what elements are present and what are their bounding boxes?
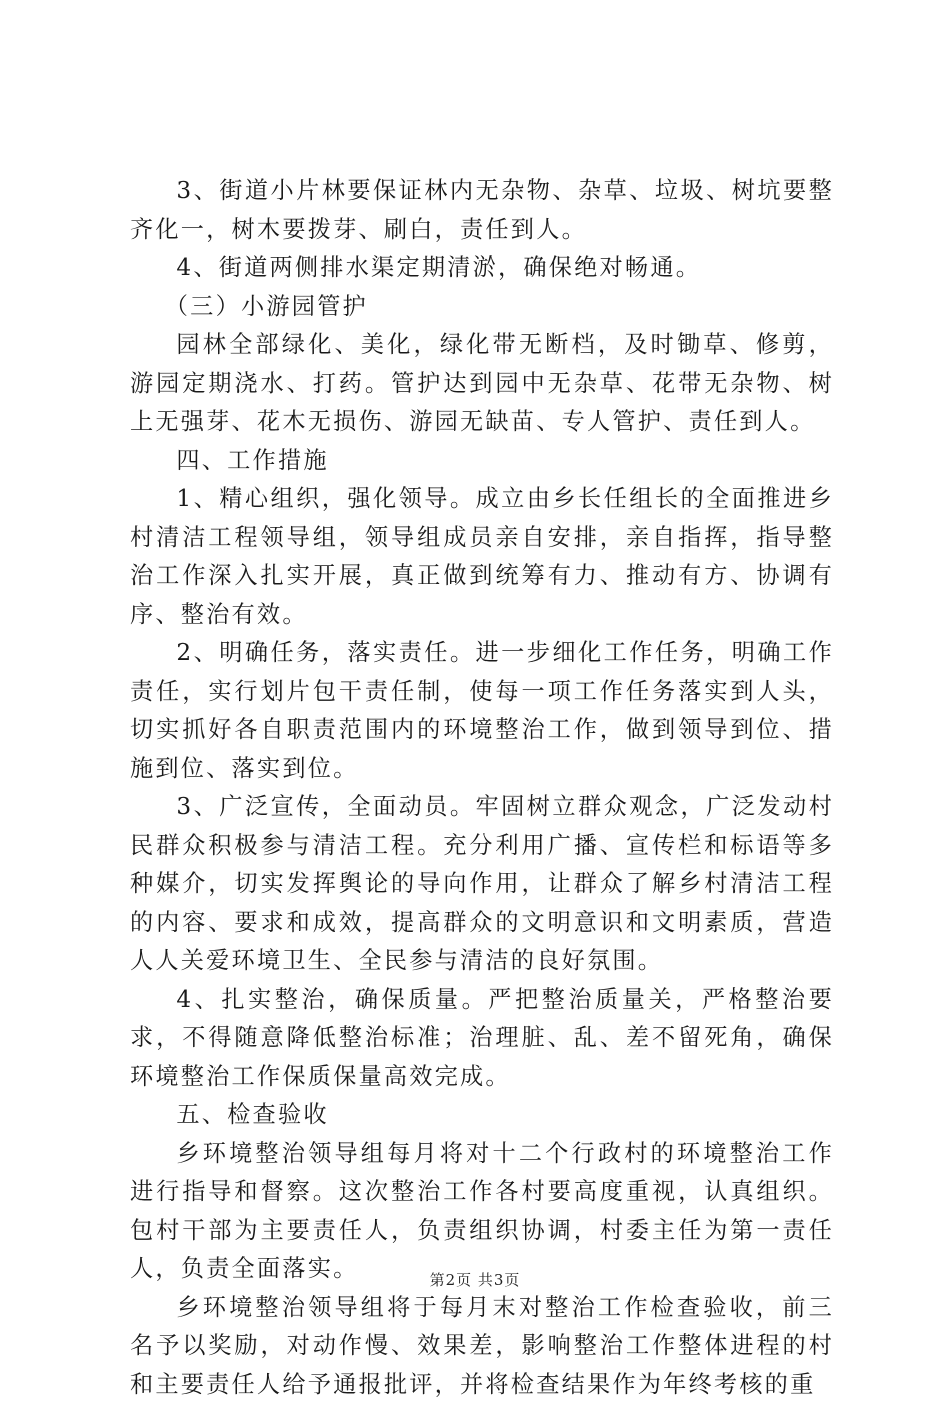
page-number-footer: 第2页 共3页	[0, 1270, 950, 1290]
paragraph-drainage: 4、街道两侧排水渠定期清淤，确保绝对畅通。	[130, 249, 834, 288]
paragraph-inspection-1: 乡环境整治领导组每月将对十二个行政村的环境整治工作进行指导和督察。这次整治工作各村要高度重视，认真组织。包村干部为主要责任人，负责组织协调，村委主任为第一责任人，负责全面落实。	[130, 1135, 834, 1289]
section-heading-inspection: 五、检查验收	[130, 1096, 834, 1135]
section-heading-garden: （三）小游园管护	[130, 288, 834, 327]
paragraph-measure-4: 4、扎实整治，确保质量。严把整治质量关，严格整治要求，不得随意降低整治标准；治理脏、乱、差不留死角，确保环境整治工作保质保量高效完成。	[130, 981, 834, 1097]
paragraph-measure-3: 3、广泛宣传，全面动员。牢固树立群众观念，广泛发动村民群众积极参与清洁工程。充分利用广播、宣传栏和标语等多种媒介，切实发挥舆论的导向作用，让群众了解乡村清洁工程的内容、要求和成效，提高群众的文明意识和文明素质，营造人人关爱环境卫生、全民参与清洁的良好氛围。	[130, 788, 834, 981]
paragraph-garden-care: 园林全部绿化、美化，绿化带无断档，及时锄草、修剪，游园定期浇水、打药。管护达到园中无杂草、花带无杂物、树上无强芽、花木无损伤、游园无缺苗、专人管护、责任到人。	[130, 326, 834, 442]
paragraph-measure-1: 1、精心组织，强化领导。成立由乡长任组长的全面推进乡村清洁工程领导组，领导组成员亲自安排，亲自指挥，指导整治工作深入扎实开展，真正做到统筹有力、推动有方、协调有序、整治有效。	[130, 480, 834, 634]
document-body	[130, 172, 834, 1404]
paragraph-street-grove: 3、街道小片林要保证林内无杂物、杂草、垃圾、树坑要整齐化一，树木要拨芽、刷白，责任到人。	[130, 172, 834, 249]
paragraph-measure-2: 2、明确任务，落实责任。进一步细化工作任务，明确工作责任，实行划片包干责任制，使每一项工作任务落实到人头，切实抓好各自职责范围内的环境整治工作，做到领导到位、措施到位、落实到位。	[130, 634, 834, 788]
section-heading-measures: 四、工作措施	[130, 442, 834, 481]
paragraph-inspection-2: 乡环境整治领导组将于每月末对整治工作检查验收，前三名予以奖励，对动作慢、效果差，影响整治工作整体进程的村和主要责任人给予通报批评，并将检查结果作为年终考核的重	[130, 1289, 834, 1404]
